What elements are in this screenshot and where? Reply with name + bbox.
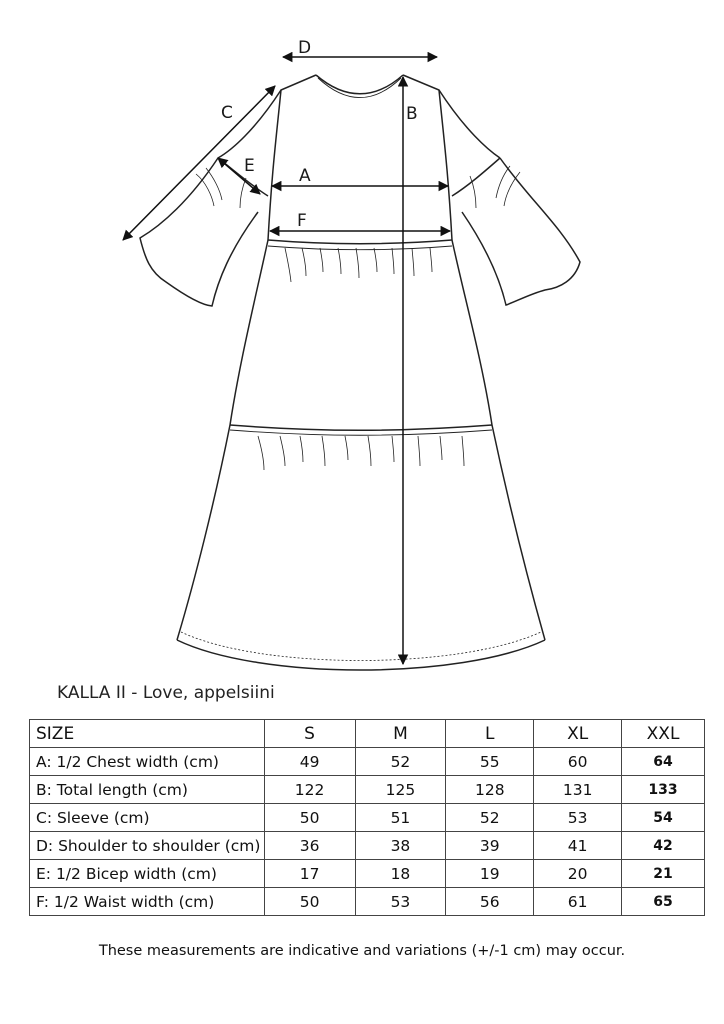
row-label: F: 1/2 Waist width (cm): [30, 888, 265, 916]
table-row: [30, 776, 705, 804]
waist-seam-2: [268, 246, 452, 250]
header-m: M: [355, 720, 446, 748]
cell-value: 52: [355, 748, 446, 776]
cell-value: 20: [534, 860, 622, 888]
cell-value: 39: [446, 832, 534, 860]
table-row: [30, 888, 705, 916]
row-label: E: 1/2 Bicep width (cm): [30, 860, 265, 888]
cell-value: 125: [355, 776, 446, 804]
right-sleeve-seam: [452, 158, 500, 196]
cell-value: 55: [446, 748, 534, 776]
hem-inner: [181, 632, 541, 661]
header-xl: XL: [534, 720, 622, 748]
dress-outline: [140, 75, 580, 670]
cell-value: 41: [534, 832, 622, 860]
hem: [177, 640, 545, 670]
skirt-right: [492, 425, 545, 640]
cell-value: 61: [534, 888, 622, 916]
table-row: [30, 832, 705, 860]
middle-tier-right: [452, 240, 492, 425]
header-size: SIZE: [30, 720, 265, 748]
header-xxl: XXL: [622, 720, 705, 748]
size-table-header: [30, 720, 705, 748]
cell-value: 21: [622, 860, 705, 888]
header-l: L: [446, 720, 534, 748]
cell-value: 128: [446, 776, 534, 804]
cell-value: 42: [622, 832, 705, 860]
table-row: [30, 860, 705, 888]
cell-value: 56: [446, 888, 534, 916]
cell-value: 49: [264, 748, 355, 776]
label-b: B: [406, 104, 418, 124]
label-c: C: [221, 103, 233, 123]
right-bodice-side: [439, 90, 452, 240]
skirt-left: [177, 425, 230, 640]
label-e: E: [244, 156, 255, 176]
cell-value: 122: [264, 776, 355, 804]
table-row: [30, 804, 705, 832]
row-label: C: Sleeve (cm): [30, 804, 265, 832]
gathers: [196, 166, 520, 470]
cell-value: 50: [264, 804, 355, 832]
cell-value: 53: [355, 888, 446, 916]
cell-value: 54: [622, 804, 705, 832]
cell-value: 17: [264, 860, 355, 888]
measurement-lines: [123, 57, 450, 664]
cell-value: 36: [264, 832, 355, 860]
left-flounce: [140, 158, 258, 306]
neckline-inner: [318, 78, 401, 98]
tier-seam: [230, 425, 492, 430]
row-label: B: Total length (cm): [30, 776, 265, 804]
waist-seam: [268, 240, 452, 244]
label-f: F: [297, 211, 307, 231]
cell-value: 18: [355, 860, 446, 888]
label-a: A: [299, 166, 311, 186]
left-bodice-side: [268, 90, 281, 240]
cell-value: 38: [355, 832, 446, 860]
row-label: A: 1/2 Chest width (cm): [30, 748, 265, 776]
cell-value: 131: [534, 776, 622, 804]
right-flounce: [462, 158, 580, 305]
header-s: S: [264, 720, 355, 748]
disclaimer: These measurements are indicative and variations (+/-1 cm) may occur.: [98, 943, 626, 959]
table-row: [30, 748, 705, 776]
middle-tier-left: [230, 240, 268, 425]
cell-value: 133: [622, 776, 705, 804]
cell-value: 19: [446, 860, 534, 888]
row-label: D: Shoulder to shoulder (cm): [30, 832, 265, 860]
label-d: D: [298, 38, 312, 58]
cell-value: 60: [534, 748, 622, 776]
cell-value: 50: [264, 888, 355, 916]
cell-value: 65: [622, 888, 705, 916]
cell-value: 51: [355, 804, 446, 832]
cell-value: 64: [622, 748, 705, 776]
product-title: KALLA II - Love, appelsiini: [57, 683, 275, 703]
cell-value: 53: [534, 804, 622, 832]
size-table: [29, 719, 705, 916]
neckline: [316, 75, 403, 94]
cell-value: 52: [446, 804, 534, 832]
